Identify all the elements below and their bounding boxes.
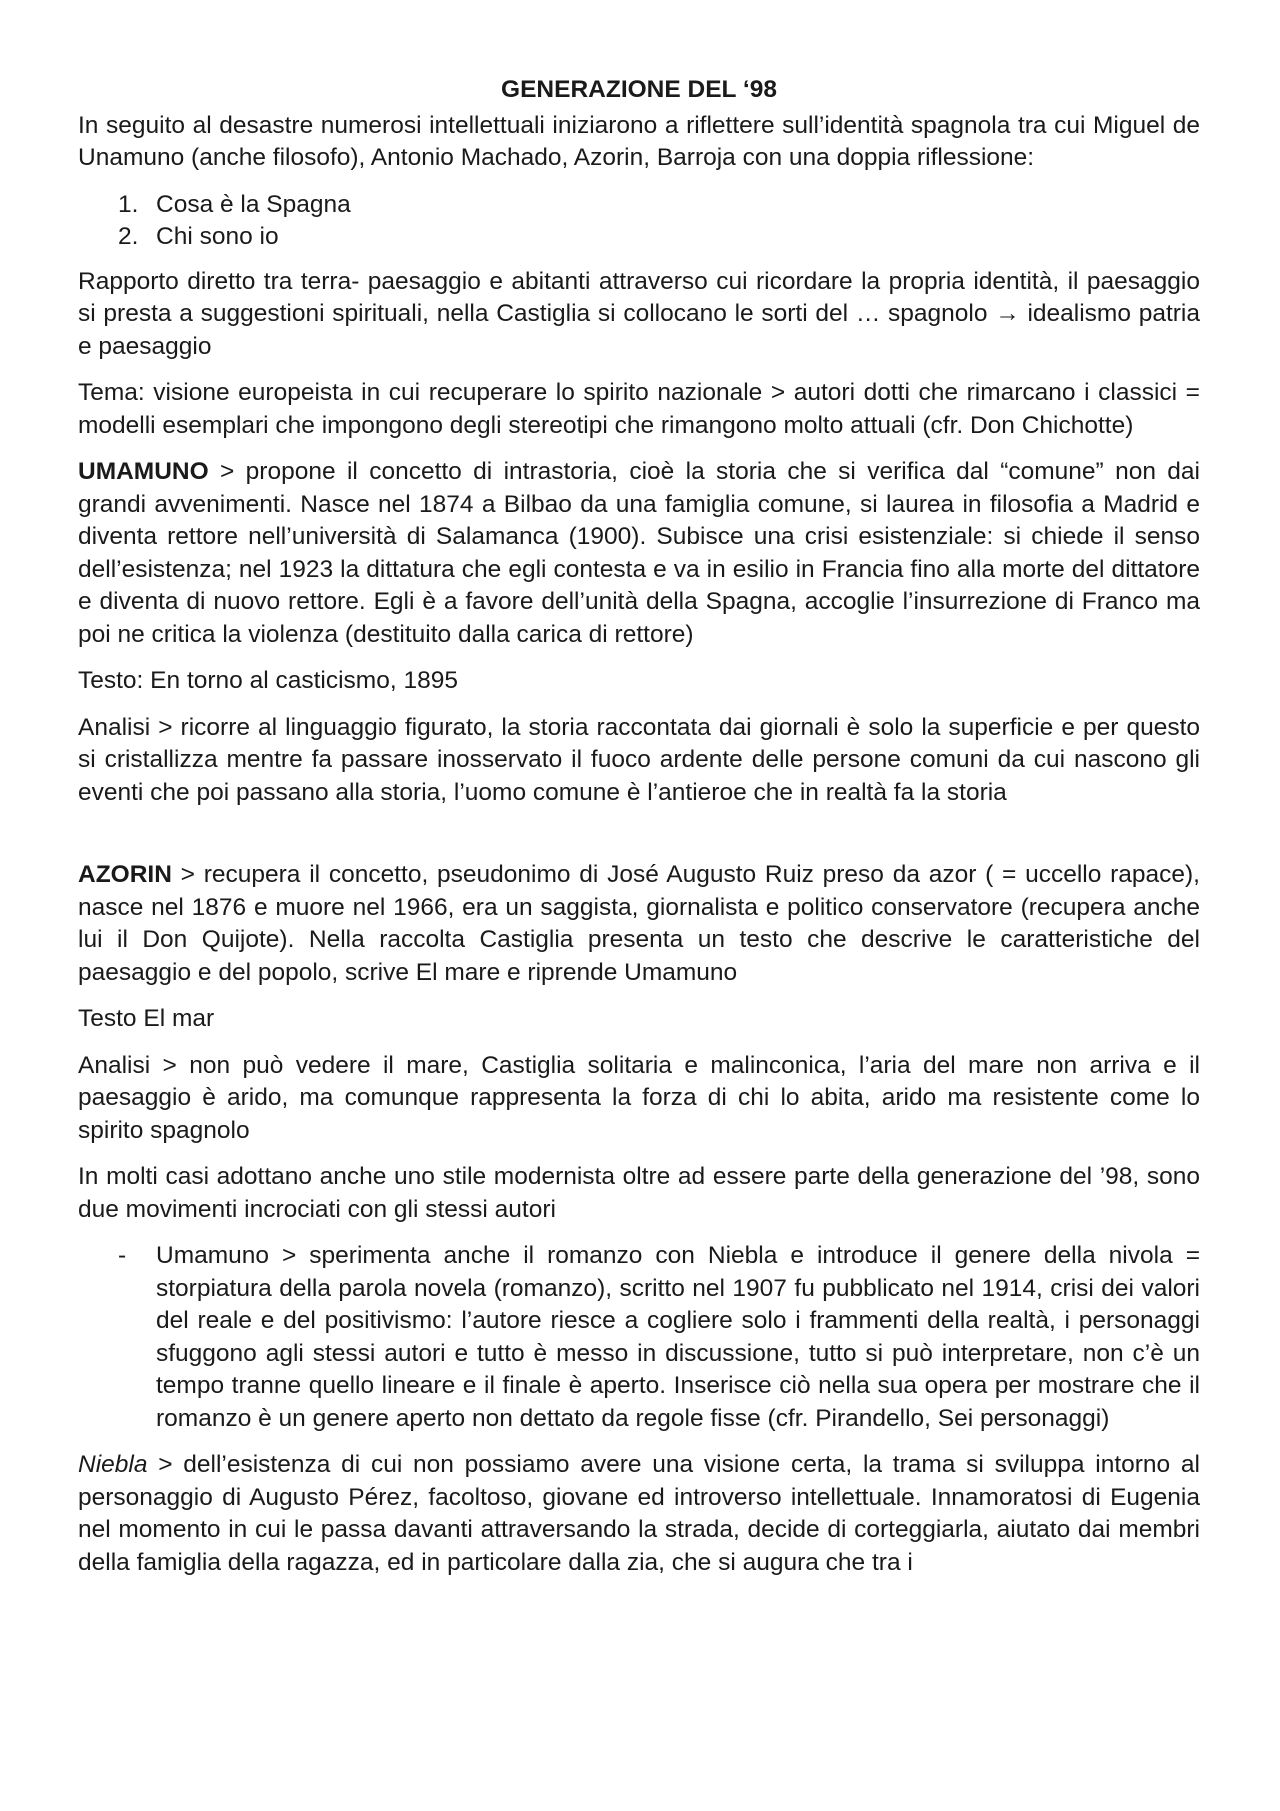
umamuno-paragraph	[78, 456, 1200, 651]
umamuno-text: > propone il concetto di intrastoria, cioè la storia che si verifica dal “comune” non dai grandi avvenimenti. Nasce nel 1874 a Bilbao da una famiglia comune, si laurea in filosofia a Madrid e diventa rettore nell’università di Salamanca (1900). Subisce una crisi esistenziale: si chiede il senso dell’esistenza; nel 1923 la dittatura che egli contesta e va in esilio in Francia fino alla morte del dittatore e diventa di nuovo rettore. Egli è a favore dell’unità della Spagna, accoglie l’insurrezione di Franco ma poi ne critica la violenza (destituito dalla carica di rettore)	[78, 458, 1200, 648]
rapporto-paragraph: Rapporto diretto tra terra- paesaggio e abitanti attraverso cui ricordare la propria identità, il paesaggio si presta a suggestioni spirituali, nella Castiglia si collocano le sorti del … spagnolo → idealismo patria e paesaggio	[78, 267, 1200, 360]
list-number: 2.	[118, 223, 139, 250]
section-spacer	[78, 823, 1200, 859]
niebla-title: Niebla	[78, 1451, 148, 1478]
umamuno-heading: UMAMUNO	[78, 458, 209, 485]
testo-el-mar: Testo El mar	[78, 1005, 215, 1032]
list-item-text: Cosa è la Spagna	[156, 190, 351, 218]
azorin-heading: AZORIN	[78, 861, 172, 888]
azorin-paragraph	[78, 859, 1200, 989]
analisi-el-mar: Analisi > non può vedere il mare, Castiglia solitaria e malinconica, l’aria del mare non arriva e il paesaggio è arido, ma comunque rappresenta la forza di chi lo abita, arido ma resistente come lo spirito spagnolo	[78, 1051, 1200, 1144]
testo-casticismo: Testo: En torno al casticismo, 1895	[78, 667, 458, 694]
analisi-casticismo: Analisi > ricorre al linguaggio figurato, la storia raccontata dai giornali è solo la superficie e per questo si cristallizza mentre fa passare inosservato il fuoco ardente delle persone comuni da cui nascono gli eventi che poi passano alla storia, l’uomo comune è l’antieroe che in realtà fa la storia	[78, 713, 1200, 806]
intro-paragraph: In seguito al desastre numerosi intellettuali iniziarono a riflettere sull’identità spagnola tra cui Miguel de Unamuno (anche filosofo), Antonio Machado, Azorin, Barroja con una doppia riflessione:	[78, 111, 1200, 171]
modernista-paragraph: In molti casi adottano anche uno stile modernista oltre ad essere parte della generazione del ’98, sono due movimenti incrociati con gli stessi autori	[78, 1163, 1200, 1223]
questions-list	[78, 189, 1200, 254]
page-title: GENERAZIONE DEL ‘98	[501, 76, 777, 103]
tema-paragraph: Tema: visione europeista in cui recuperare lo spirito nazionale > autori dotti che rimarcano i classici = modelli esemplari che impongono degli stereotipi che rimangono molto attuali (cfr. Don Chichotte)	[78, 379, 1200, 439]
list-item	[78, 189, 1200, 222]
azorin-text: > recupera il concetto, pseudonimo di José Augusto Ruiz preso da azor ( = uccello rapace), nasce nel 1876 e muore nel 1966, era un saggista, giornalista e politico conservatore (recupera anche lui il Don Quijote). Nella raccolta Castiglia presenta un testo che descrive le caratteristiche del paesaggio e del popolo, scrive El mare e riprende Umamuno	[78, 861, 1200, 986]
list-item-text: Chi sono io	[156, 223, 279, 250]
list-item	[78, 1240, 1200, 1435]
list-item	[78, 221, 1200, 254]
list-number: 1.	[118, 190, 139, 218]
bullet-list	[78, 1240, 1200, 1435]
list-item-text: Umamuno > sperimenta anche il romanzo con Niebla e introduce il genere della nivola = storpiatura della parola novela (romanzo), scritto nel 1907 fu pubblicato nel 1914, crisi dei valori del reale e del positivismo: l’autore riesce a cogliere solo i frammenti della realtà, i personaggi sfuggono agli stessi autori e tutto è messo in discussione, tutto si può interpretare, non c’è un tempo tranne quello lineare e il finale è aperto. Inserisce ciò nella sua opera per mostrare che il romanzo è un genere aperto non dettato da regole fisse (cfr. Pirandello, Sei personaggi)	[156, 1242, 1200, 1432]
niebla-text: > dell’esistenza di cui non possiamo avere una visione certa, la trama si sviluppa intorno al personaggio di Augusto Pérez, facoltoso, giovane ed introverso intellettuale. Innamoratosi di Eugenia nel momento in cui le passa davanti attraversando la strada, decide di corteggiarla, aiutato dai membri della famiglia della ragazza, ed in particolare dalla zia, che si augura che tra i	[78, 1451, 1200, 1576]
niebla-paragraph	[78, 1449, 1200, 1579]
list-dash: -	[118, 1242, 127, 1269]
